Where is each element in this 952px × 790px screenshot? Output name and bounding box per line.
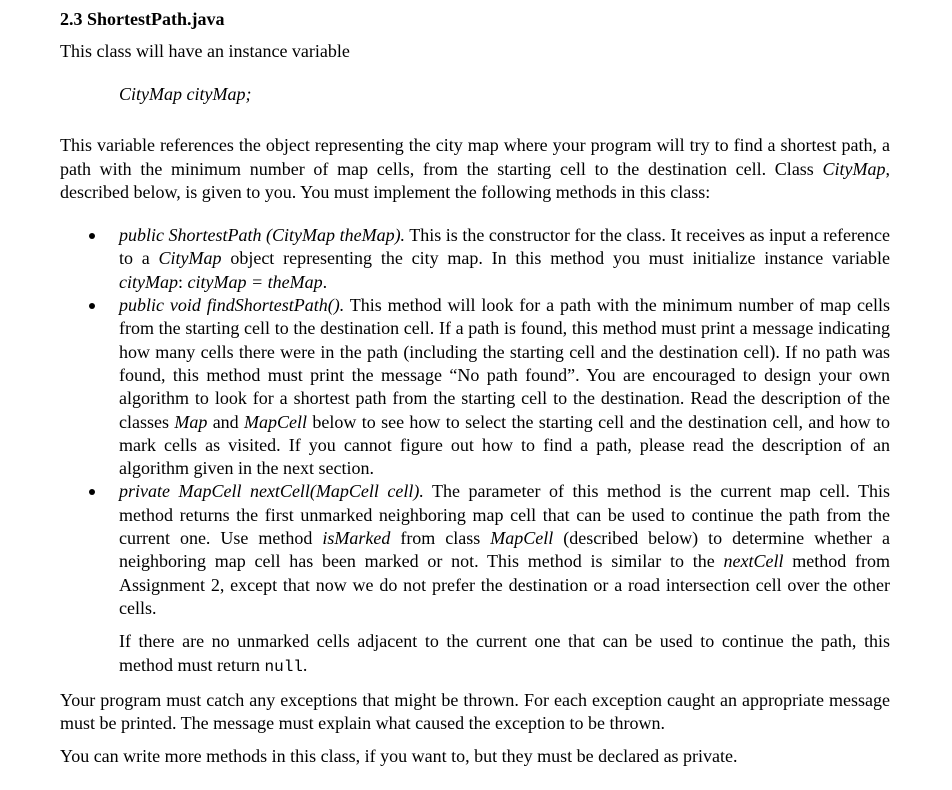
method-description	[119, 224, 890, 294]
class-name: CityMap	[158, 248, 222, 269]
method-text: This is the constructor for the class. It receives as input a reference to a	[119, 225, 890, 269]
method-signature: public ShortestPath (CityMap theMap).	[119, 225, 406, 246]
method-text: .	[302, 654, 308, 675]
description-class-name: CityMap	[822, 158, 886, 179]
section-heading: 2.3 ShortestPath.java	[60, 9, 225, 29]
method-text: object representing the city map. In this method you must initialize instance variable	[221, 248, 890, 269]
class-name: Map	[174, 411, 208, 432]
method-text: method from Assignment 2, except that now we do not prefer the destination or a road intersection cell over the other cells.	[119, 551, 890, 618]
class-name: MapCell	[490, 528, 554, 549]
method-text: and	[207, 411, 245, 432]
method-text: :	[177, 271, 188, 292]
document-page	[60, 7, 890, 769]
description-paragraph	[60, 134, 890, 204]
intro-text: This class will have an instance variable	[60, 41, 350, 61]
method-list	[60, 224, 890, 679]
method-text: (described below) to determine whether a neighboring map cell has been marked or not. This method is similar to the	[119, 528, 891, 572]
method-item-constructor	[60, 224, 890, 294]
closing-paragraph: You can write more methods in this class, if you want to, but they must be declared as private.	[60, 746, 738, 767]
method-text: If there are no unmarked cells adjacent to the current one that can be used to continue the path, this method must return	[119, 631, 890, 675]
exceptions-paragraph: Your program must catch any exceptions that might be thrown. For each exception caught an appropriate message must be printed. The message must explain what caused the exception to be thrown.	[60, 689, 890, 734]
method-text: .	[322, 271, 328, 292]
method-text: from class	[390, 528, 491, 549]
instance-variable-declaration: CityMap cityMap;	[119, 84, 252, 105]
description-text-2: , described below, is given to you. You must implement the following methods in this class:	[60, 158, 890, 202]
method-name: nextCell	[723, 551, 784, 572]
bullet-icon	[89, 303, 95, 309]
method-text: This method will look for a path with the minimum number of map cells from the starting cell to the destination cell. If a path is found, this method must print a message indicating how many cells there were in the path (including the starting cell and the destination cell). If no path was found, this method must print the message “No path found”. You are encouraged to design your own algorithm to look for a shortest path from the starting cell to the destination. Read the description of the classes	[119, 295, 891, 432]
bullet-icon	[89, 489, 95, 495]
method-item-find-shortest-path	[60, 294, 890, 480]
method-signature: private MapCell nextCell(MapCell cell).	[119, 481, 424, 502]
method-name: isMarked	[322, 528, 391, 549]
null-code: null	[264, 657, 303, 676]
method-description	[119, 294, 890, 480]
description-text-1: This variable references the object representing the city map where your program will try to find a shortest path, a path with the minimum number of map cells, from the starting cell to the destination cell. Class	[60, 135, 890, 179]
method-return-note	[119, 630, 890, 679]
variable-name: cityMap	[119, 271, 178, 292]
assignment-code: cityMap = theMap	[187, 271, 323, 292]
method-signature: public void findShortestPath().	[119, 295, 345, 316]
method-text: below to see how to select the starting cell and the destination cell, and how to mark cells as visited. If you cannot figure out how to find a path, please read the description of an algorithm given in the next section.	[119, 411, 890, 479]
bullet-icon	[89, 233, 95, 239]
class-name: MapCell	[244, 411, 308, 432]
method-item-next-cell	[60, 480, 890, 678]
method-description	[119, 480, 890, 620]
method-text: The parameter of this method is the current map cell. This method returns the first unmarked neighboring map cell that can be used to continue the path from the current one. Use method	[119, 481, 890, 549]
